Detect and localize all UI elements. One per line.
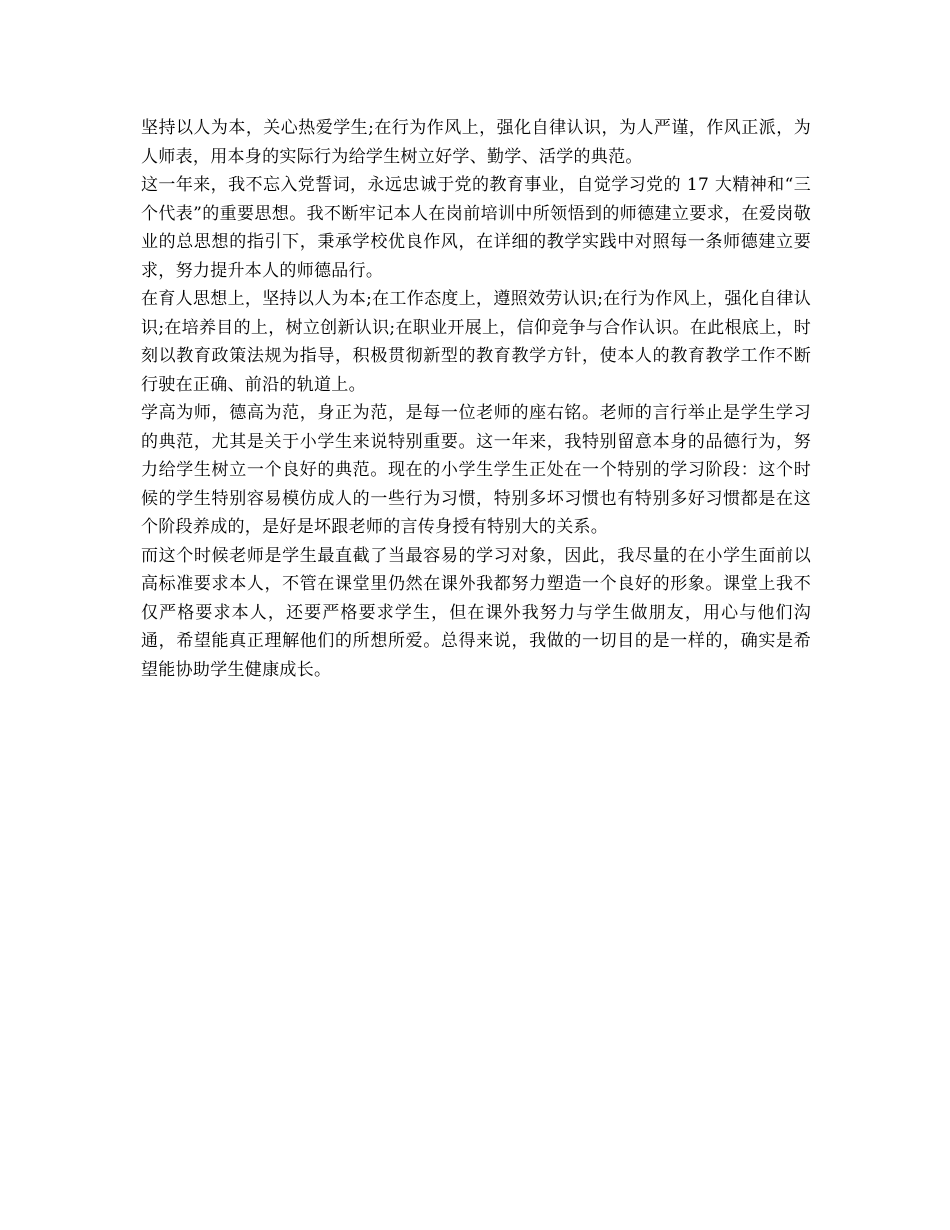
paragraph-3: 在育人思想上，坚持以人为本;在工作态度上，遵照效劳认识;在行为作风上，强化自律认识;在培养目的上，树立创新认识;在职业开展上，信仰竞争与合作认识。在此根底上，时刻以教育政策法规为指导，积极贯彻新型的教育教学方针，使本人的教育教学工作不断行驶在正确、前沿的轨道上。 xyxy=(141,289,811,395)
document-body xyxy=(141,114,811,684)
paragraph-5: 而这个时候老师是学生最直截了当最容易的学习对象，因此，我尽量的在小学生面前以高标准要求本人，不管在课堂里仍然在课外我都努力塑造一个良好的形象。课堂上我不仅严格要求本人，还要严格要求学生，但在课外我努力与学生做朋友，用心与他们沟通，希望能真正理解他们的所想所爱。总得来说，我做的一切目的是一样的，确实是希望能协助学生健康成长。 xyxy=(141,545,811,680)
paragraph-2: 这一年来，我不忘入党誓词，永远忠诚于党的教育事业，自觉学习党的 17 大精神和“三个代表”的重要思想。我不断牢记本人在岗前培训中所领悟到的师德建立要求，在爱岗敬业的总思想的指引下，秉承学校优良作风，在详细的教学实践中对照每一条师德建立要求，努力提升本人的师德品行。 xyxy=(141,175,811,281)
paragraph-1: 坚持以人为本，关心热爱学生;在行为作风上，强化自律认识，为人严谨，作风正派，为人师表，用本身的实际行为给学生树立好学、勤学、活学的典范。 xyxy=(141,118,811,167)
paragraph-4: 学高为师，德高为范，身正为范，是每一位老师的座右铭。老师的言行举止是学生学习的典范，尤其是关于小学生来说特别重要。这一年来，我特别留意本身的品德行为，努力给学生树立一个良好的典范。现在的小学生学生正处在一个特别的学习阶段：这个时候的学生特别容易模仿成人的一些行为习惯，特别多坏习惯也有特别多好习惯都是在这个阶段养成的，是好是坏跟老师的言传身授有特别大的关系。 xyxy=(141,403,811,537)
